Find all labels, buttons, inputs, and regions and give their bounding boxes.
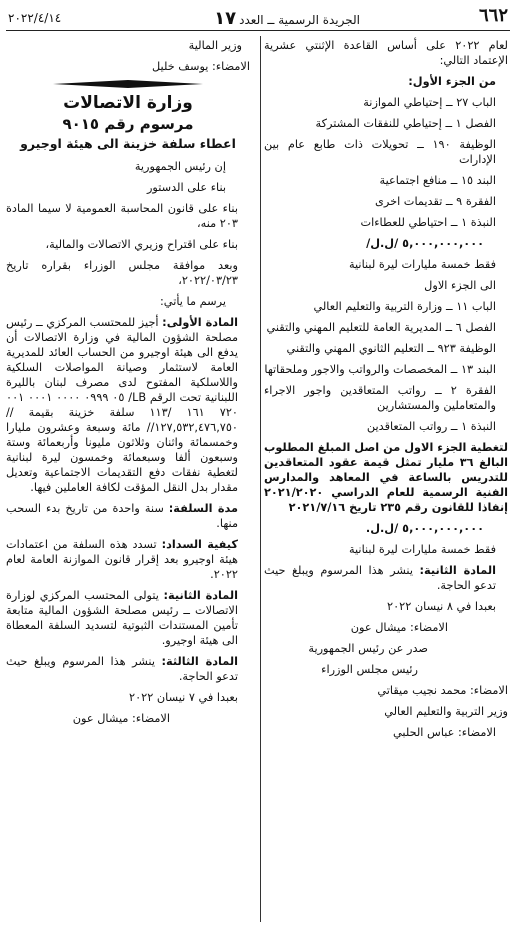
decrees-line: يرسم ما يأتي: — [160, 295, 226, 308]
advance-period-label: مدة السلفة: — [168, 502, 239, 515]
article-three-label: المادة الثالثة: — [161, 655, 238, 668]
amount-2-words: فقط خمسة مليارات ليرة لبنانية — [348, 543, 496, 556]
edu-minister-signature: الامضاء: عباس الحلبي — [393, 726, 496, 739]
line-b-4: البند ١٣ ــ المخصصات والرواتب والاجور وملحقاتها — [264, 363, 496, 376]
article-one-label: المادة الأولى: — [162, 316, 239, 329]
page-number: ٦٦٢ — [478, 5, 508, 26]
repayment — [6, 537, 250, 582]
line-a-6: النبذة ١ ــ احتياطي للعطاءات — [360, 216, 496, 229]
cabinet-approval: وبعد موافقة مجلس الوزراء بقراره تاريخ ٢٠٢٢/٠٣/٢٣، — [6, 259, 238, 287]
intro-text: لعام ٢٠٢٢ على أساس القاعدة الإثنتي عشرية الإعتماد التالي: — [264, 39, 508, 67]
pm-title: رئيس مجلس الوزراء — [321, 663, 418, 676]
article-one-text: أجيز للمحتسب المركزي ــ رئيس مصلحة الشؤون المالية في وزارة الاتصالات أن يدفع الى هيئة اوجيرو من الحساب العائد للمديرية العامة لاستثمار وصيانة المواصلات السلكية واللاسلكية المفتوح لدى مصرف لبنان بالليرة اللبنانية تحت الرقم LB/ ٠٥ ٠٩٩٩ ٠٠٠٠ ٠٠٠١ ٠٠١ ٧٢٠ ١٦١ /١١٣ سلفة خزينة بقيمة //١٢٧,٥٣٢,٤٧٦,٧٥٠// مائة وسبعة وعشرون مليارا وخمسمائة واثنان وثلاثون مليونا وأربعمائة وستة وسبعون ألفا وسبعمائة وخمسون ليرة لبنانية لتغطية نفقات دفع التقديمات الاجتماعية وتعديل مقدار بدل النقل المؤقت لكافة العاملين فيها. — [6, 316, 238, 494]
coverage-text: لتغطية الجزء الاول من اصل المبلغ المطلوب البالغ ٣٦ مليار تمثل قيمة عقود المتعاقدين للتدريس بالساعة في المعاهد والمدارس الفنية الرسمية للعام الدراسي ٢٠٢١/٢٠٢٠ إنفاذا للقانون رقم ٢٣٥ تاريخ ٢٠٢١/٧/١٦ — [264, 441, 509, 514]
amount-2: ٥,٠٠٠,٠٠٠,٠٠٠ /ل.ل. — [365, 522, 484, 535]
repayment-text: تسدد هذه السلفة من اعتمادات هيئة اوجيرو بعد إقرار قانون الموازنة العامة لعام ٢٠٢٢. — [6, 538, 238, 581]
pm-signature: الامضاء: محمد نجيب ميقاتي — [377, 684, 508, 697]
line-b-3: الوظيفة ٩٢٣ ــ التعليم الثانوي المهني والتقني — [286, 342, 496, 355]
decree-subject: اعطاء سلفة خزينة الى هيئة اوجيرو — [20, 136, 236, 151]
issued-line: بعبدا في ٨ نيسان ٢٠٢٢ — [387, 600, 496, 613]
advance-period-text: سنة واحدة من تاريخ بدء السحب منها. — [6, 502, 238, 530]
left-article-two-text: يتولى المحتسب المركزي لوزارة الاتصالات ــ رئيس مصلحة الشؤون المالية متابعة تأمين المستندات الثبوتية لتسديد السلفة المعطاة الى هيئة اوجيرو. — [6, 589, 238, 647]
proposal-basis: بناء على اقتراح وزيري الاتصالات والمالية، — [45, 238, 238, 251]
accounting-law-basis: بناء على قانون المحاسبة العمومية لا سيما المادة ٢٠٣ منه، — [6, 202, 238, 230]
advance-period — [6, 501, 250, 531]
left-president-signature: الامضاء: ميشال عون — [72, 712, 170, 725]
edu-minister-title: وزير التربية والتعليم العالي — [384, 705, 508, 718]
president-signature: الامضاء: ميشال عون — [350, 621, 448, 634]
article-three-text: ينشر هذا المرسوم ويبلغ حيث تدعو الحاجة. — [6, 655, 238, 683]
finance-minister-signature: الامضاء: يوسف خليل — [152, 60, 250, 73]
column-divider — [260, 36, 261, 922]
article-two-label: المادة الثانية: — [419, 564, 496, 577]
amount-1-words: فقط خمسة مليارات ليرة لبنانية — [348, 258, 496, 271]
finance-minister-title: وزير المالية — [188, 39, 242, 52]
to-part-one: الى الجزء الاول — [424, 279, 496, 292]
line-b-2: الفصل ٦ ــ المديرية العامة للتعليم المهني والتقني — [266, 321, 496, 334]
line-a-3: الوظيفة ١٩٠ ــ تحويلات ذات طابع عام بين الإدارات — [264, 138, 496, 166]
line-a-2: الفصل ١ ــ إحتياطي للنفقات المشتركة — [315, 117, 496, 130]
issue-number: ١٧ — [214, 8, 237, 29]
article-one — [6, 315, 250, 495]
gazette-name: الجريدة الرسمية ــ العدد — [239, 13, 360, 27]
ministry-title: وزارة الاتصالات — [63, 93, 193, 113]
article-two-text: ينشر هذا المرسوم ويبلغ حيث تدعو الحاجة. — [264, 564, 496, 592]
left-article-two — [6, 588, 250, 648]
line-a-5: الفقرة ٩ ــ تقديمات اخرى — [375, 195, 496, 208]
left-issued-line: بعبدا في ٧ نيسان ٢٠٢٢ — [129, 691, 238, 704]
repayment-label: كيفية السداد: — [161, 538, 238, 551]
president-line: إن رئيس الجمهورية — [134, 160, 226, 173]
amount-1: ٥,٠٠٠,٠٠٠,٠٠٠ /ل.ل/ — [366, 237, 484, 250]
line-b-5: الفقرة ٢ ــ رواتب المتعاقدين واجور الاجراء والمتعاملين والمستشارين — [264, 384, 496, 412]
section-separator-ornament — [53, 80, 203, 88]
page-header — [6, 6, 510, 31]
decree-title: مرسوم رقم ٩٠١٥ — [62, 115, 194, 133]
constitution-basis: بناء على الدستور — [146, 181, 226, 194]
issued-by-president: صدر عن رئيس الجمهورية — [308, 642, 428, 655]
article-three — [6, 654, 250, 684]
line-b-1: الباب ١١ ــ وزارة التربية والتعليم العالي — [313, 300, 496, 313]
article-two — [264, 563, 508, 593]
line-b-6: النبذة ١ ــ رواتب المتعاقدين — [366, 420, 496, 433]
left-column — [6, 38, 250, 732]
left-article-two-label: المادة الثانية: — [163, 589, 238, 602]
part-one-heading: من الجزء الأول: — [408, 75, 496, 88]
gazette-title — [211, 8, 360, 29]
issue-date: ٢٠٢٢/٤/١٤ — [8, 11, 62, 25]
line-a-1: الباب ٢٧ ــ إحتياطي الموازنة — [363, 96, 496, 109]
line-a-4: البند ١٥ ــ منافع اجتماعية — [379, 174, 496, 187]
right-column — [264, 38, 508, 746]
